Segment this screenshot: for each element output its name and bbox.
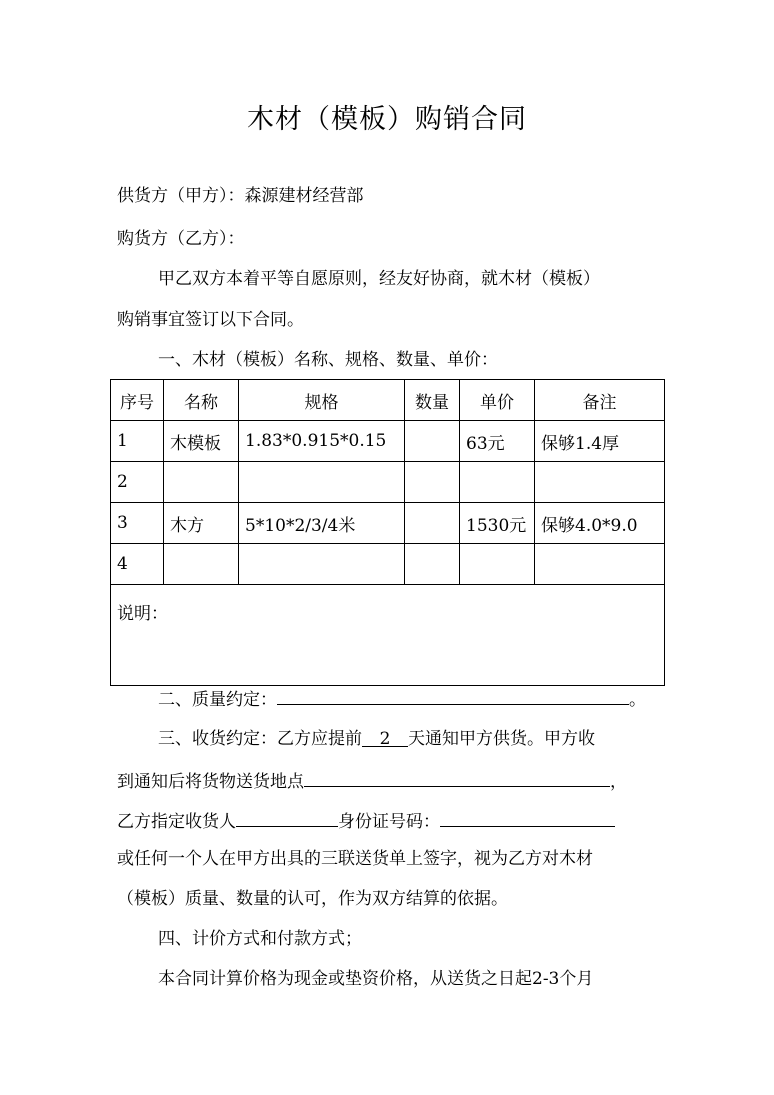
table-header-row [111,380,665,421]
cell-spec: 1.83*0.915*0.15 [239,421,405,462]
header-no: 序号 [111,380,164,421]
intro-line-2: 购销事宜签订以下合同。 [117,310,304,330]
header-name: 名称 [164,380,239,421]
section-3-line-5: （模板）质量、数量的认可，作为双方结算的依据。 [117,889,508,909]
cell-spec [239,544,405,585]
intro-line-1: 甲乙双方本着平等自愿原则，经友好协商，就木材（模板） [158,269,600,289]
header-spec: 规格 [239,380,405,421]
cell-remark: 保够1.4厚 [535,421,665,462]
section-2-label: 二、质量约定： [158,690,277,710]
section-2-line [158,686,646,711]
cell-name: 木模板 [164,421,239,462]
section-3-p2-end: ， [610,772,627,792]
cell-no: 1 [111,421,164,462]
section-4-line-1: 本合同计算价格为现金或垫资价格，从送货之日起2-3个月 [158,969,594,989]
cell-remark [535,544,665,585]
section-3-p3b: 身份证号码： [338,812,440,832]
cell-price [460,462,535,503]
header-price: 单价 [460,380,535,421]
supplier-line: 供货方（甲方）：森源建材经营部 [117,186,364,206]
receiver-blank [236,808,338,827]
cell-no: 3 [111,503,164,544]
section-3-line-4: 或任何一个人在甲方出具的三联送货单上签字，视为乙方对木材 [117,849,593,869]
note-label: 说明： [111,585,665,686]
cell-qty [405,544,460,585]
section-1-heading: 一、木材（模板）名称、规格、数量、单价： [158,350,498,370]
cell-price [460,544,535,585]
goods-table [110,379,665,686]
cell-qty [405,503,460,544]
cell-remark [535,462,665,503]
cell-spec [239,462,405,503]
section-3-p1a: 三、收货约定：乙方应提前 [158,729,362,749]
buyer-line: 购货方（乙方）： [117,229,245,249]
section-2-end: 。 [629,690,646,710]
cell-no: 2 [111,462,164,503]
table-row [111,503,665,544]
cell-name [164,462,239,503]
cell-qty [405,421,460,462]
table-note-row [111,585,665,686]
cell-price: 1530元 [460,503,535,544]
table-row [111,544,665,585]
notice-days: 2 [362,728,408,747]
section-3-line-3 [117,808,615,833]
cell-price: 63元 [460,421,535,462]
id-number-blank [440,808,615,827]
section-3-p1b: 天通知甲方供货。甲方收 [408,729,595,749]
header-remark: 备注 [535,380,665,421]
cell-qty [405,462,460,503]
table-row [111,462,665,503]
contract-title: 木材（模板）购销合同 [247,104,527,135]
section-3-line-1 [158,728,595,750]
section-4-heading: 四、计价方式和付款方式； [158,929,362,949]
cell-no: 4 [111,544,164,585]
section-3-line-2 [117,768,627,793]
section-3-p2a: 到通知后将货物送货地点 [117,772,304,792]
table-row [111,421,665,462]
header-qty: 数量 [405,380,460,421]
cell-name: 木方 [164,503,239,544]
cell-remark: 保够4.0*9.0 [535,503,665,544]
delivery-address-blank [304,768,610,787]
cell-name [164,544,239,585]
quality-blank [277,686,629,705]
cell-spec: 5*10*2/3/4米 [239,503,405,544]
section-3-p3a: 乙方指定收货人 [117,812,236,832]
